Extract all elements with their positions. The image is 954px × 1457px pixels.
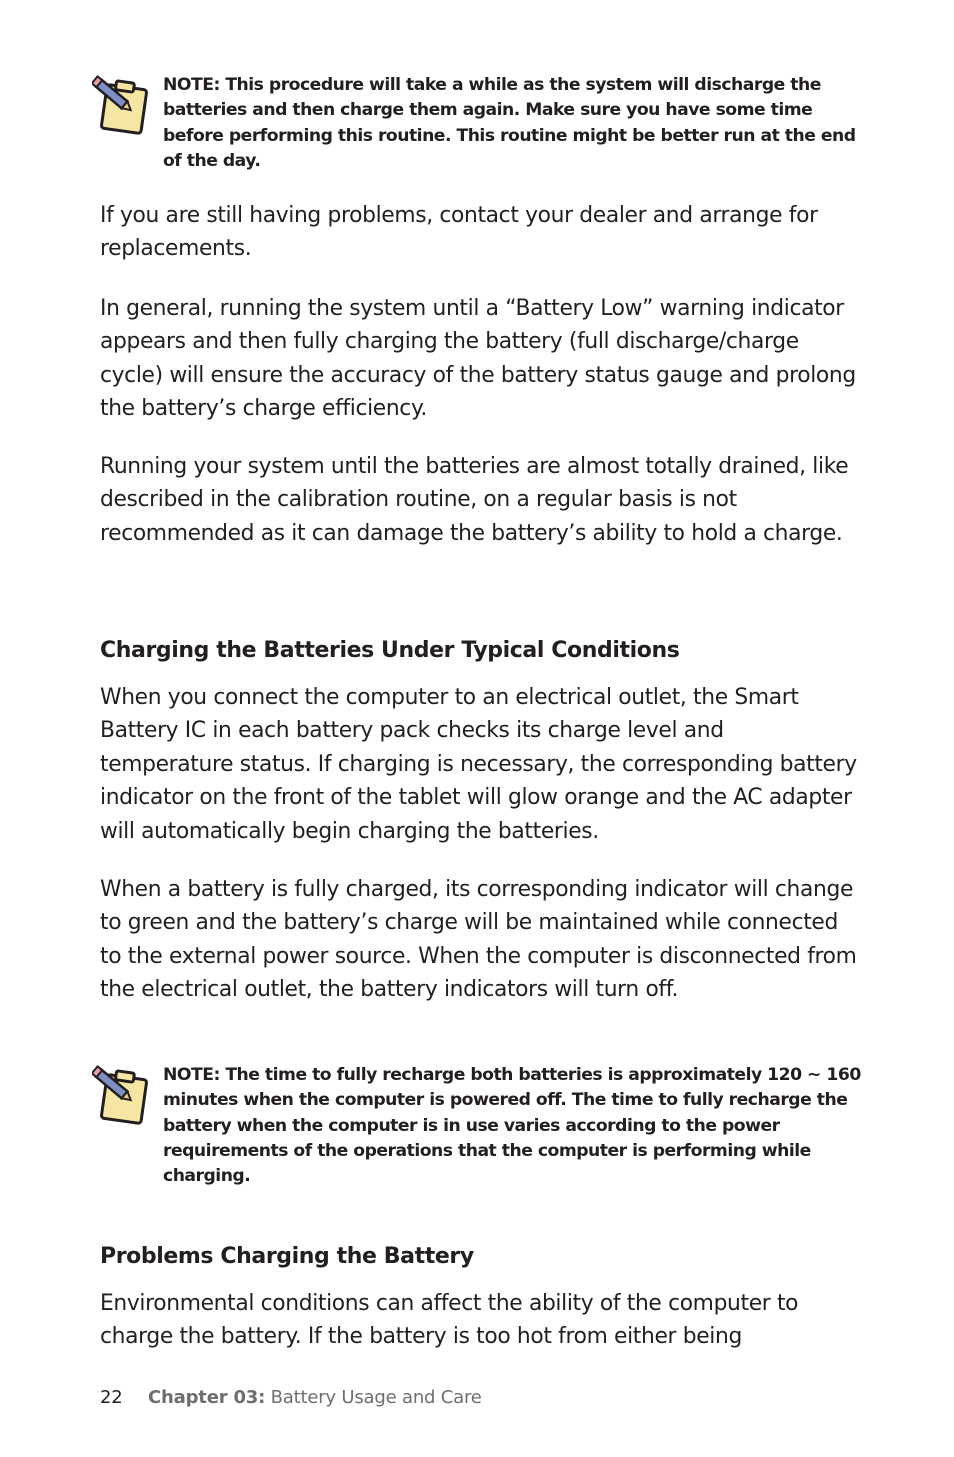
paragraph: When you connect the computer to an electrical outlet, the Smart Battery IC in each battery pack checks its charge level and temperature status. If charging is necessary, the corresponding battery indicator on the front of the tablet will glow orange and the AC adapter will automatically begin charging the batteries. [100,685,857,844]
paragraph: Environmental conditions can affect the ability of the computer to charge the battery. If the battery is too hot from either being [100,1291,799,1350]
chapter-label: Chapter 03: [148,1387,266,1408]
note-label: NOTE: [163,1065,220,1085]
note-text [163,73,863,174]
note-callout [92,73,862,183]
note-text [163,1063,863,1189]
note-clipboard-icon [92,1063,150,1125]
page-number: 22 [100,1387,123,1408]
paragraph: When a battery is fully charged, its corresponding indicator will change to green and the battery’s charge will be maintained while connected to the external power source. When the computer is disconnected from the electrical outlet, the battery indicators will turn off. [100,877,857,1003]
chapter-title: Battery Usage and Care [270,1387,482,1408]
section-heading: Problems Charging the Battery [100,1244,474,1269]
section-heading: Charging the Batteries Under Typical Conditions [100,638,680,663]
paragraph: In general, running the system until a “Battery Low” warning indicator appears and then fully charging the battery (full discharge/charge cycle) will ensure the accuracy of the battery status gauge and prolong the battery’s charge efficiency. [100,296,856,422]
note-body: This procedure will take a while as the system will discharge the batteries and then charge them again. Make sure you have some time before performing this routine. This routine might be better run at the end of the day. [163,75,856,171]
note-callout [92,1063,862,1193]
page-footer [100,1385,482,1411]
note-clipboard-icon [92,73,150,135]
paragraph: Running your system until the batteries are almost totally drained, like described in the calibration routine, on a regular basis is not recommended as it can damage the battery’s ability to hold a charge. [100,454,849,546]
note-label: NOTE: [163,75,220,95]
paragraph: If you are still having problems, contact your dealer and arrange for replacements. [100,203,818,262]
note-body: The time to fully recharge both batteries is approximately 120 ~ 160 minutes when the computer is powered off. The time to fully recharge the battery when the computer is in use varies according to the power requirements of the operations that the computer is performing while charging. [163,1065,861,1187]
